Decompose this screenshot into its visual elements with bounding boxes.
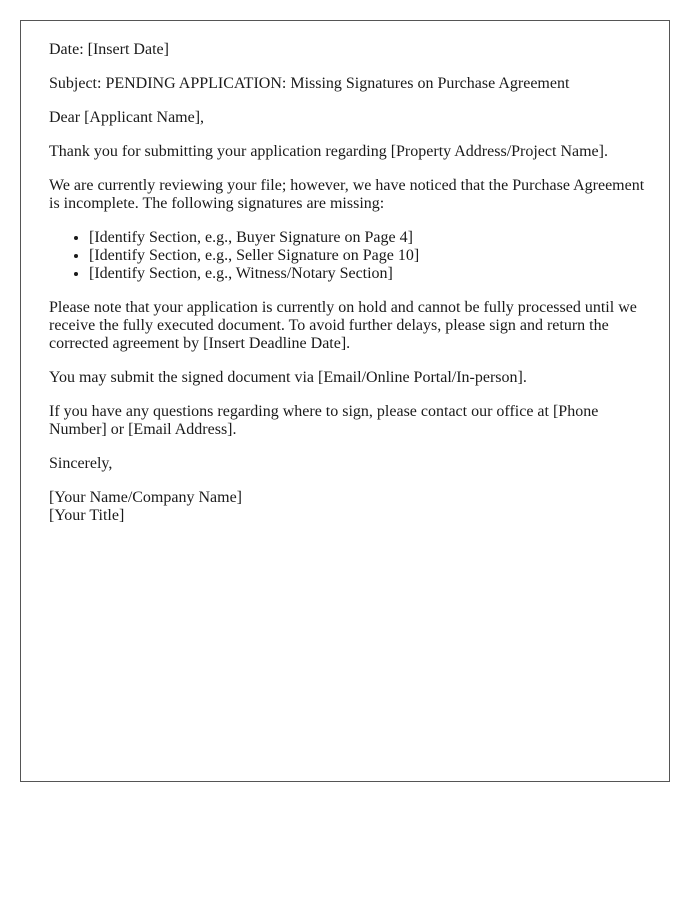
list-item: • [Identify Section, e.g., Seller Signature on Page 10]	[89, 247, 649, 265]
paragraph-questions: If you have any questions regarding where to sign, please contact our office at [Phone Number] or [Email Address].	[49, 403, 599, 438]
signature-block	[49, 489, 649, 525]
letter-document	[20, 20, 670, 782]
letter-closing: Sincerely,	[49, 455, 113, 472]
letter-date: Date: [Insert Date]	[49, 41, 169, 58]
letter-subject: Subject: PENDING APPLICATION: Missing Signatures on Purchase Agreement	[49, 75, 570, 92]
paragraph-thanks: Thank you for submitting your application regarding [Property Address/Project Name].	[49, 143, 608, 160]
paragraph-hold: Please note that your application is currently on hold and cannot be fully processed until we receive the fully executed document. To avoid further delays, please sign and return the corrected agreement by [Insert Deadline Date].	[49, 299, 637, 352]
missing-signatures-list	[49, 229, 649, 283]
paragraph-submit: You may submit the signed document via [Email/Online Portal/In-person].	[49, 369, 527, 386]
paragraph-review: We are currently reviewing your file; however, we have noticed that the Purchase Agreement is incomplete. The following signatures are missing:	[49, 177, 645, 212]
list-item: • [Identify Section, e.g., Witness/Notary Section]	[89, 265, 649, 283]
signature-name: [Your Name/Company Name]	[49, 489, 243, 506]
list-item: • [Identify Section, e.g., Buyer Signature on Page 4]	[89, 229, 649, 247]
signature-title: [Your Title]	[49, 507, 125, 524]
letter-salutation: Dear [Applicant Name],	[49, 109, 205, 126]
